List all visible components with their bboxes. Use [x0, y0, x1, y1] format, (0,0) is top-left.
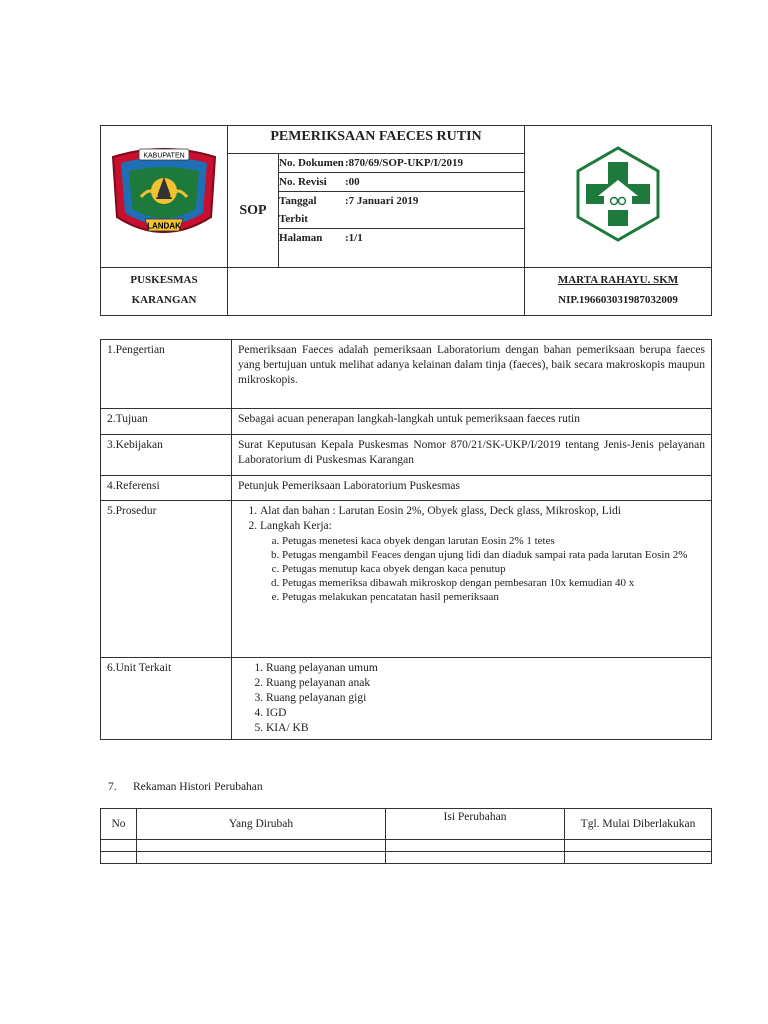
step-list — [260, 534, 705, 604]
meta-key: No. Revisi — [279, 173, 345, 192]
sop-header-table — [100, 125, 712, 316]
puskesmas-name — [101, 268, 228, 316]
row-label: 4.Referensi — [101, 476, 232, 501]
puskesmas-line: PUSKESMAS — [130, 274, 198, 286]
meta-value: :1/1 — [345, 232, 363, 244]
regency-emblem-icon — [101, 139, 227, 249]
column-header: Tgl. Mulai Diberlakukan — [565, 809, 712, 840]
list-item: b. Petugas mengambil Feaces dengan ujung lidi dan diaduk sampai rata pada larutan Eosin 2% — [282, 548, 705, 562]
sop-content-table — [100, 339, 712, 740]
history-table — [100, 808, 712, 864]
logo-landak-text: LANDAK — [147, 221, 181, 231]
row-label: 2.Tujuan — [101, 409, 232, 435]
list-item: 4. IGD — [266, 706, 705, 721]
logo-kabupaten-text: KABUPATEN — [143, 152, 185, 160]
sop-label: SOP — [228, 154, 279, 268]
row-referensi — [101, 476, 712, 501]
list-item: a. Petugas menetesi kaca obyek dengan larutan Eosin 2% 1 tetes — [282, 534, 705, 548]
procedure-list — [238, 504, 705, 604]
signer-name: MARTA RAHAYU. SKM — [557, 274, 679, 286]
meta-value: :00 — [345, 173, 524, 192]
list-item: 2. Ruang pelayanan anak — [266, 676, 705, 691]
list-item: e. Petugas melakukan pencatatan hasil pemeriksaan — [282, 590, 705, 604]
langkah-heading: Langkah Kerja: — [260, 520, 332, 532]
signer-nip: NIP.196603031987032009 — [558, 294, 678, 306]
list-item: 3. Ruang pelayanan gigi — [266, 691, 705, 706]
section-number: 7. — [108, 781, 117, 793]
row-value: Surat Keputusan Kepala Puskesmas Nomor 870/21/SK-UKP/I/2019 tentang Jenis-Jenis pelayanan Laboratorium di Puskesmas Karangan — [232, 435, 712, 476]
puskesmas-cross-icon — [568, 144, 668, 244]
list-item: 1. Ruang pelayanan umum — [266, 661, 705, 676]
meta-row — [279, 229, 524, 248]
puskesmas-logo-cell — [525, 126, 712, 268]
row-unit-terkait — [101, 658, 712, 740]
meta-row — [279, 173, 524, 192]
column-header: Isi Perubahan — [386, 809, 565, 840]
meta-row — [279, 154, 524, 173]
sop-title: PEMERIKSAAN FAECES RUTIN — [228, 126, 525, 154]
meta-value: :870/69/SOP-UKP/I/2019 — [345, 154, 524, 173]
row-label: 1.Pengertian — [101, 340, 232, 409]
row-value — [232, 501, 712, 658]
row-value — [232, 658, 712, 740]
row-value: Pemeriksaan Faeces adalah pemeriksaan Laboratorium dengan bahan pemeriksaan berupa faeces yang bertujuan untuk melihat adanya kelainan dalam tinja (faeces), baik secara makroskopis maupun mikroskopis. — [232, 340, 712, 409]
row-value: Petunjuk Pemeriksaan Laboratorium Puskesmas — [232, 476, 712, 501]
row-label: 5.Prosedur — [101, 501, 232, 658]
table-row — [101, 852, 712, 864]
document-meta — [279, 154, 525, 268]
table-row — [101, 840, 712, 852]
list-item — [260, 519, 705, 604]
table-header-row — [101, 809, 712, 840]
meta-row — [279, 192, 524, 229]
row-prosedur — [101, 501, 712, 658]
history-section-heading — [108, 781, 263, 793]
list-item: c. Petugas menutup kaca obyek dengan kaca penutup — [282, 562, 705, 576]
signer-block — [525, 268, 712, 316]
column-header: Yang Dirubah — [137, 809, 386, 840]
section-title: Rekaman Histori Perubahan — [133, 781, 263, 793]
list-item: d. Petugas memeriksa dibawah mikroskop dengan pembesaran 10x kemudian 40 x — [282, 576, 705, 590]
list-item: 1. Alat dan bahan : Larutan Eosin 2%, Obyek glass, Deck glass, Mikroskop, Lidi — [260, 504, 705, 519]
column-header: No — [101, 809, 137, 840]
unit-list — [238, 661, 705, 736]
row-tujuan — [101, 409, 712, 435]
meta-key: Tanggal Terbit — [279, 192, 345, 229]
regency-logo-cell — [101, 126, 228, 268]
meta-value: :7 Januari 2019 — [345, 192, 524, 229]
row-value: Sebagai acuan penerapan langkah-langkah untuk pemeriksaan faeces rutin — [232, 409, 712, 435]
row-label: 6.Unit Terkait — [101, 658, 232, 740]
list-item: 5. KIA/ KB — [266, 721, 705, 736]
row-kebijakan — [101, 435, 712, 476]
row-label: 3.Kebijakan — [101, 435, 232, 476]
empty-cell — [228, 268, 525, 316]
row-pengertian — [101, 340, 712, 409]
meta-key: Halaman — [279, 232, 323, 244]
meta-key: No. Dokumen — [279, 154, 345, 173]
puskesmas-line: KARANGAN — [131, 294, 197, 306]
